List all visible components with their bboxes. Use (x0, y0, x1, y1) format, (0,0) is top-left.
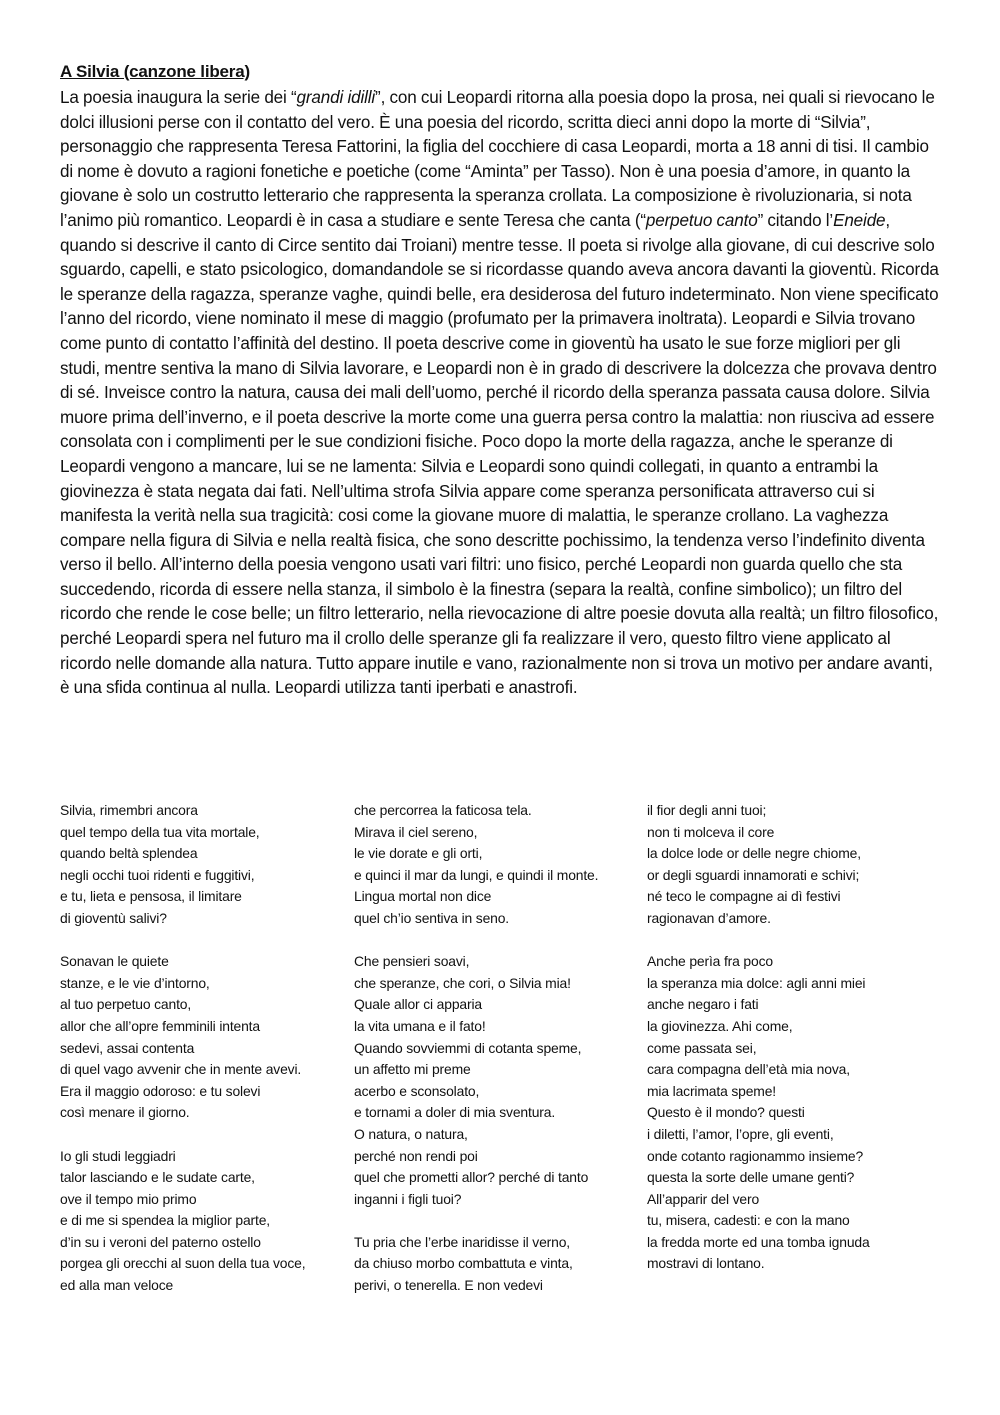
poem-verse-line: perivi, o tenerella. E non vedevi (354, 1277, 543, 1294)
poem-verse-line: stanze, e le vie d’intorno, (60, 974, 210, 991)
poem-verse-line: non ti molceva il core (647, 823, 775, 840)
intro-text: La poesia inaugura la serie dei “ (60, 88, 297, 107)
poem-verse-line: inganni i figli tuoi? (354, 1190, 462, 1207)
poem-verse-line: allor che all’opre femminili intenta (60, 1017, 260, 1034)
poem-verse-line: Anche perìa fra poco (647, 953, 773, 970)
poem-verse-line: or degli sguardi innamorati e schivi; (647, 866, 860, 883)
poem-column-2 (354, 800, 644, 1297)
intro-text: ” citando l’ (757, 210, 834, 230)
poem-verse-line: e di me si spendea la miglior parte, (60, 1212, 271, 1229)
poem-verse-line: Silvia, rimembri ancora (60, 802, 198, 818)
poem-verse-line: di gioventù salivi? (60, 909, 167, 926)
poem-verse-line: né teco le compagne ai dì festivi (647, 888, 841, 905)
poem-verse-line: la fredda morte ed una tomba ignuda (647, 1233, 870, 1250)
poem-verse-line: un affetto mi preme (354, 1061, 471, 1078)
poem-verse-line: Era il maggio odoroso: e tu solevi (60, 1082, 261, 1099)
poem-verse-line: quel che prometti allor? perché di tanto (354, 1169, 589, 1186)
poem-verse-line: di quel vago avvenir che in mente avevi. (60, 1061, 302, 1078)
poem-verse-line: la dolce lode or delle negre chiome, (647, 845, 861, 862)
poem-verse-line: cara compagna dell’età mia nova, (647, 1061, 850, 1078)
intro-emphasis-eneide: Eneide (833, 210, 886, 230)
poem-verse-line: così menare il giorno. (60, 1104, 190, 1121)
poem-verse-line: onde cotanto ragionammo insieme? (647, 1147, 864, 1164)
poem-verse-line: la giovinezza. Ahi come, (647, 1017, 793, 1034)
poem-verse-line: quando beltà splendea (60, 845, 198, 862)
poem-verse-line (647, 930, 947, 952)
poem-verse-line: Che pensieri soavi, (354, 953, 470, 970)
poem-verse-line: ragionavan d’amore. (647, 909, 771, 926)
poem-verse-line: e tornami a doler di mia sventura. (354, 1104, 556, 1121)
poem-verse-line (60, 1124, 350, 1146)
intro-emphasis-grandi-idilli: grandi idilli (296, 88, 376, 107)
poem-verse-line: O natura, o natura, (354, 1125, 468, 1142)
poem-verse-line: perché non rendi poi (354, 1147, 478, 1164)
poem-verse-line: il fior degli anni tuoi; (647, 802, 767, 818)
poem-verse-line: da chiuso morbo combattuta e vinta, (354, 1255, 573, 1272)
poem-verse-line: come passata sei, (647, 1039, 757, 1056)
poem-verse-line: d’in su i veroni del paterno ostello (60, 1233, 261, 1250)
document-title: A Silvia (canzone libera) (60, 62, 250, 81)
poem-column-3 (647, 800, 947, 1275)
poem-verse-line: quel ch’io sentiva in seno. (354, 909, 510, 926)
poem-column-1 (60, 800, 350, 1297)
poem-verse-line (354, 930, 644, 952)
poem-verse-line (354, 1210, 644, 1232)
poem-verse-line: sedevi, assai contenta (60, 1039, 195, 1056)
poem-verse-line: questa la sorte delle umane genti? (647, 1169, 855, 1186)
poem-verse-line: porgea gli orecchi al suon della tua voce, (60, 1255, 306, 1272)
poem-verse-line: quel tempo della tua vita mortale, (60, 823, 260, 840)
poem-verse-line: anche negaro i fati (647, 996, 759, 1013)
poem-verse-line: Questo è il mondo? questi (647, 1104, 805, 1121)
poem-verse-line: tu, misera, cadesti: e con la mano (647, 1212, 850, 1229)
poem-verse-line: le vie dorate e gli orti, (354, 845, 483, 862)
poem-verse-line: al tuo perpetuo canto, (60, 996, 192, 1013)
poem-verse-line: e quinci il mar da lungi, e quindi il monte. (354, 866, 599, 883)
poem-verse-line: mostravi di lontano. (647, 1255, 765, 1272)
poem-verse-line: talor lasciando e le sudate carte, (60, 1169, 255, 1186)
poem-verse-line: che percorrea la faticosa tela. (354, 802, 532, 818)
poem-verse-line: ed alla man veloce (60, 1277, 174, 1294)
poem-verse-line: Quale allor ci apparia (354, 996, 482, 1013)
intro-paragraph (60, 86, 942, 701)
poem-verse-line: acerbo e sconsolato, (354, 1082, 480, 1099)
poem-verse-line: e tu, lieta e pensosa, il limitare (60, 888, 242, 905)
poem-verse-line: negli occhi tuoi ridenti e fuggitivi, (60, 866, 255, 883)
poem-verse-line: Io gli studi leggiadri (60, 1147, 176, 1164)
poem-verse-line (60, 930, 350, 952)
intro-text: , quando si descrive il canto di Circe sentito dai Troiani) mentre tesse. Il poeta si rivolge alla giovane, di cui descrive solo sguardo, capelli, e stato psicologico, domandandole se si ricordasse quando aveva ancora davanti la gioventù. Ricorda le speranze della ragazza, speranze vaghe, quindi belle, era desiderosa del futuro indeterminato. Non viene specificato l’anno del ricordo, viene nominato il mese di maggio (profumato per la primavera inoltrata). Leopardi e Silvia trovano come punto di contatto l’affinità del destino. Il poeta descrive come in gioventù ha usato le sue forze migliori per gli studi, mentre sentiva la mano di Silvia lavorare, e Leopardi non è in grado di descrivere la dolcezza che provava dentro di sé. Inveisce contro la natura, causa dei mali dell’uomo, perché il ricordo della speranza passata causa dolore. Silvia muore prima dell’inverno, e il poeta descrive la morte come una guerra persa contro la malattia: non riusciva ad essere consolata con i complimenti per le sue condizioni fisiche. Poco dopo la morte della ragazza, anche le speranze di Leopardi vengono a mancare, lui se ne lamenta: Silvia e Leopardi sono quindi collegati, in quanto a entrambi la giovinezza è stata negata dai fati. Nell’ultima strofa Silvia appare come speranza personificata attraverso cui si manifesta la verità nella sua tragicità: cosi come la giovane muore di malattia, le speranze crollano. La vaghezza compare nella figura di Silvia e nella realtà fisica, che sono descritte pochissimo, la tendenza verso l’indefinito diventa verso il bello. All’interno della poesia vengono usati vari filtri: uno fisico, perché Leopardi non guarda quello che sta succedendo, ricorda di essere nella stanza, il simbolo è la finestra (separa la realtà, confine simbolico); un filtro del ricordo che rende le cose belle; un filtro letterario, nella rievocazione di altre poesie dovuta alla realtà; un filtro filosofico, perché Leopardi spera nel futuro ma il crollo delle speranze gli fa realizzare il vero, questo filtro viene applicato al ricordo nelle domande alla natura. Tutto appare inutile e vano, razionalmente non si trova un motivo per andare avanti, è una sfida continua al nulla. Leopardi utilizza tanti iperbati e anastrofi. (60, 210, 939, 698)
poem-verse-line: i diletti, l’amor, l’opre, gli eventi, (647, 1125, 834, 1142)
poem-verse-line: All’apparir del vero (647, 1190, 760, 1207)
poem-verse-line: la speranza mia dolce: agli anni miei (647, 974, 866, 991)
poem-verse-line: la vita umana e il fato! (354, 1017, 486, 1034)
poem-verse-line: Mirava il ciel sereno, (354, 823, 478, 840)
poem-verse-line: mia lacrimata speme! (647, 1082, 777, 1099)
poem-verse-line: Tu pria che l’erbe inaridisse il verno, (354, 1233, 570, 1250)
poem-verse-line: Quando sovviemmi di cotanta speme, (354, 1039, 582, 1056)
poem-verse-line: ove il tempo mio primo (60, 1190, 197, 1207)
poem-verse-line: Sonavan le quiete (60, 953, 169, 970)
intro-emphasis-perpetuo-canto: perpetuo canto (645, 210, 758, 230)
intro-text: ”, con cui Leopardi ritorna alla poesia dopo la prosa, nei quali si rievocano le dolci illusioni perse con il contatto del vero. È una poesia del ricordo, scritta dieci anni dopo la morte di “Silvia”, personaggio che rappresenta Teresa Fattorini, la figlia del cocchiere di casa Leopardi, morta a 18 anni di tisi. Il cambio di nome è dovuto a ragioni fonetiche e poetiche (come “Aminta” per Tasso). Non è una poesia d’amore, in quanto la giovane è solo un costrutto letterario che rappresenta la speranza crollata. La composizione è rivoluzionaria, si nota l’animo più romantico. Leopardi è in casa a studiare e sente Teresa che canta (“ (60, 88, 935, 230)
poem-verse-line: che speranze, che cori, o Silvia mia! (354, 974, 571, 991)
poem-verse-line: Lingua mortal non dice (354, 888, 492, 905)
